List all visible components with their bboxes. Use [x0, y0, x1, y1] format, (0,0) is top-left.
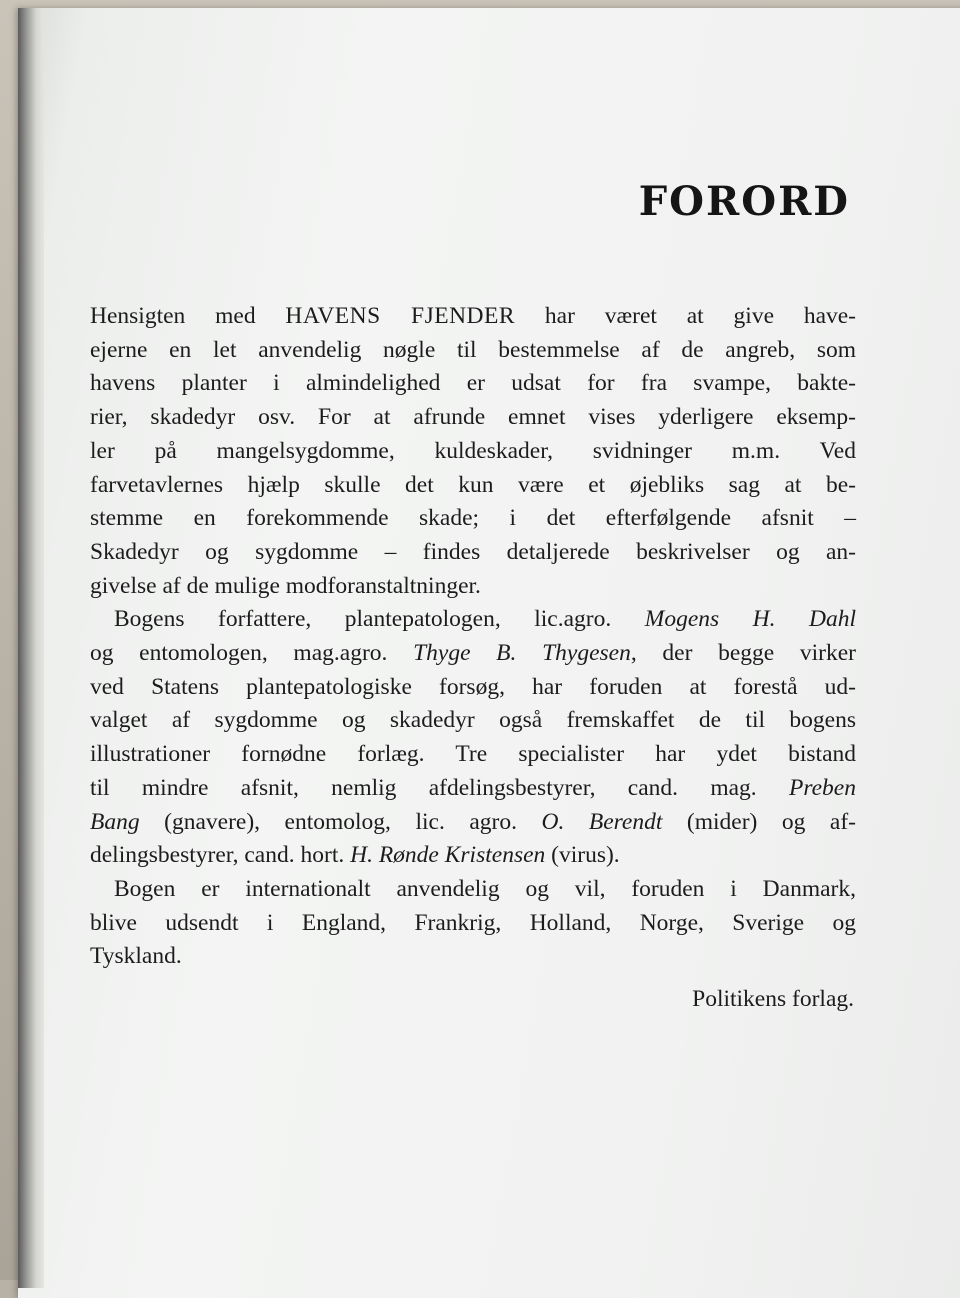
text-line: ejerne en let anvendelig nøgle til bestemmelse af de angreb, som: [90, 336, 856, 363]
text-line: havens planter i almindelighed er udsat for fra svampe, bakte-: [90, 370, 856, 397]
publisher-signature: Politikens forlag.: [692, 986, 854, 1012]
text-line: Skadedyr og sygdomme – findes detaljerede beskrivelser og an-: [90, 538, 856, 565]
text-line: blive udsendt i England, Frankrig, Holland, Norge, Sverige og: [90, 909, 856, 936]
text-line: farvetavlernes hjælp skulle det kun være et øjebliks sag at be-: [90, 471, 856, 498]
text-line: valget af sygdomme og skadedyr også fremskaffet de til bogens: [90, 707, 856, 734]
text-line: ved Statens plantepatologiske forsøg, har foruden at forestå ud-: [90, 673, 856, 700]
page-heading: FORORD: [638, 178, 850, 225]
text-line: Bang (gnavere), entomolog, lic. agro. O. Berendt (mider) og af-: [90, 808, 856, 835]
text-line: illustrationer fornødne forlæg. Tre specialister har ydet bistand: [90, 741, 856, 768]
foreword-body: [90, 300, 856, 974]
text-line: og entomologen, mag.agro. Thyge B. Thygesen, der begge virker: [90, 640, 856, 667]
text-line: givelse af de mulige modforanstaltninger.: [90, 572, 481, 599]
text-line: delingsbestyrer, cand. hort. H. Rønde Kristensen (virus).: [90, 842, 620, 869]
text-line: Tyskland.: [90, 943, 182, 970]
text-line: ler på mangelsygdomme, kuldeskader, svidninger m.m. Ved: [90, 437, 856, 464]
text-line: rier, skadedyr osv. For at afrunde emnet vises yderligere eksemp-: [90, 404, 856, 431]
text-line: Hensigten med HAVENS FJENDER har været at give have-: [90, 303, 857, 329]
book-spine: [18, 8, 44, 1288]
text-line: til mindre afsnit, nemlig afdelingsbestyrer, cand. mag. Preben: [90, 774, 856, 801]
text-line: Bogens forfattere, plantepatologen, lic.agro. Mogens H. Dahl: [114, 606, 856, 633]
text-line: Bogen er internationalt anvendelig og vil, foruden i Danmark,: [114, 875, 856, 902]
text-line: stemme en forekommende skade; i det efterfølgende afsnit –: [90, 505, 856, 532]
